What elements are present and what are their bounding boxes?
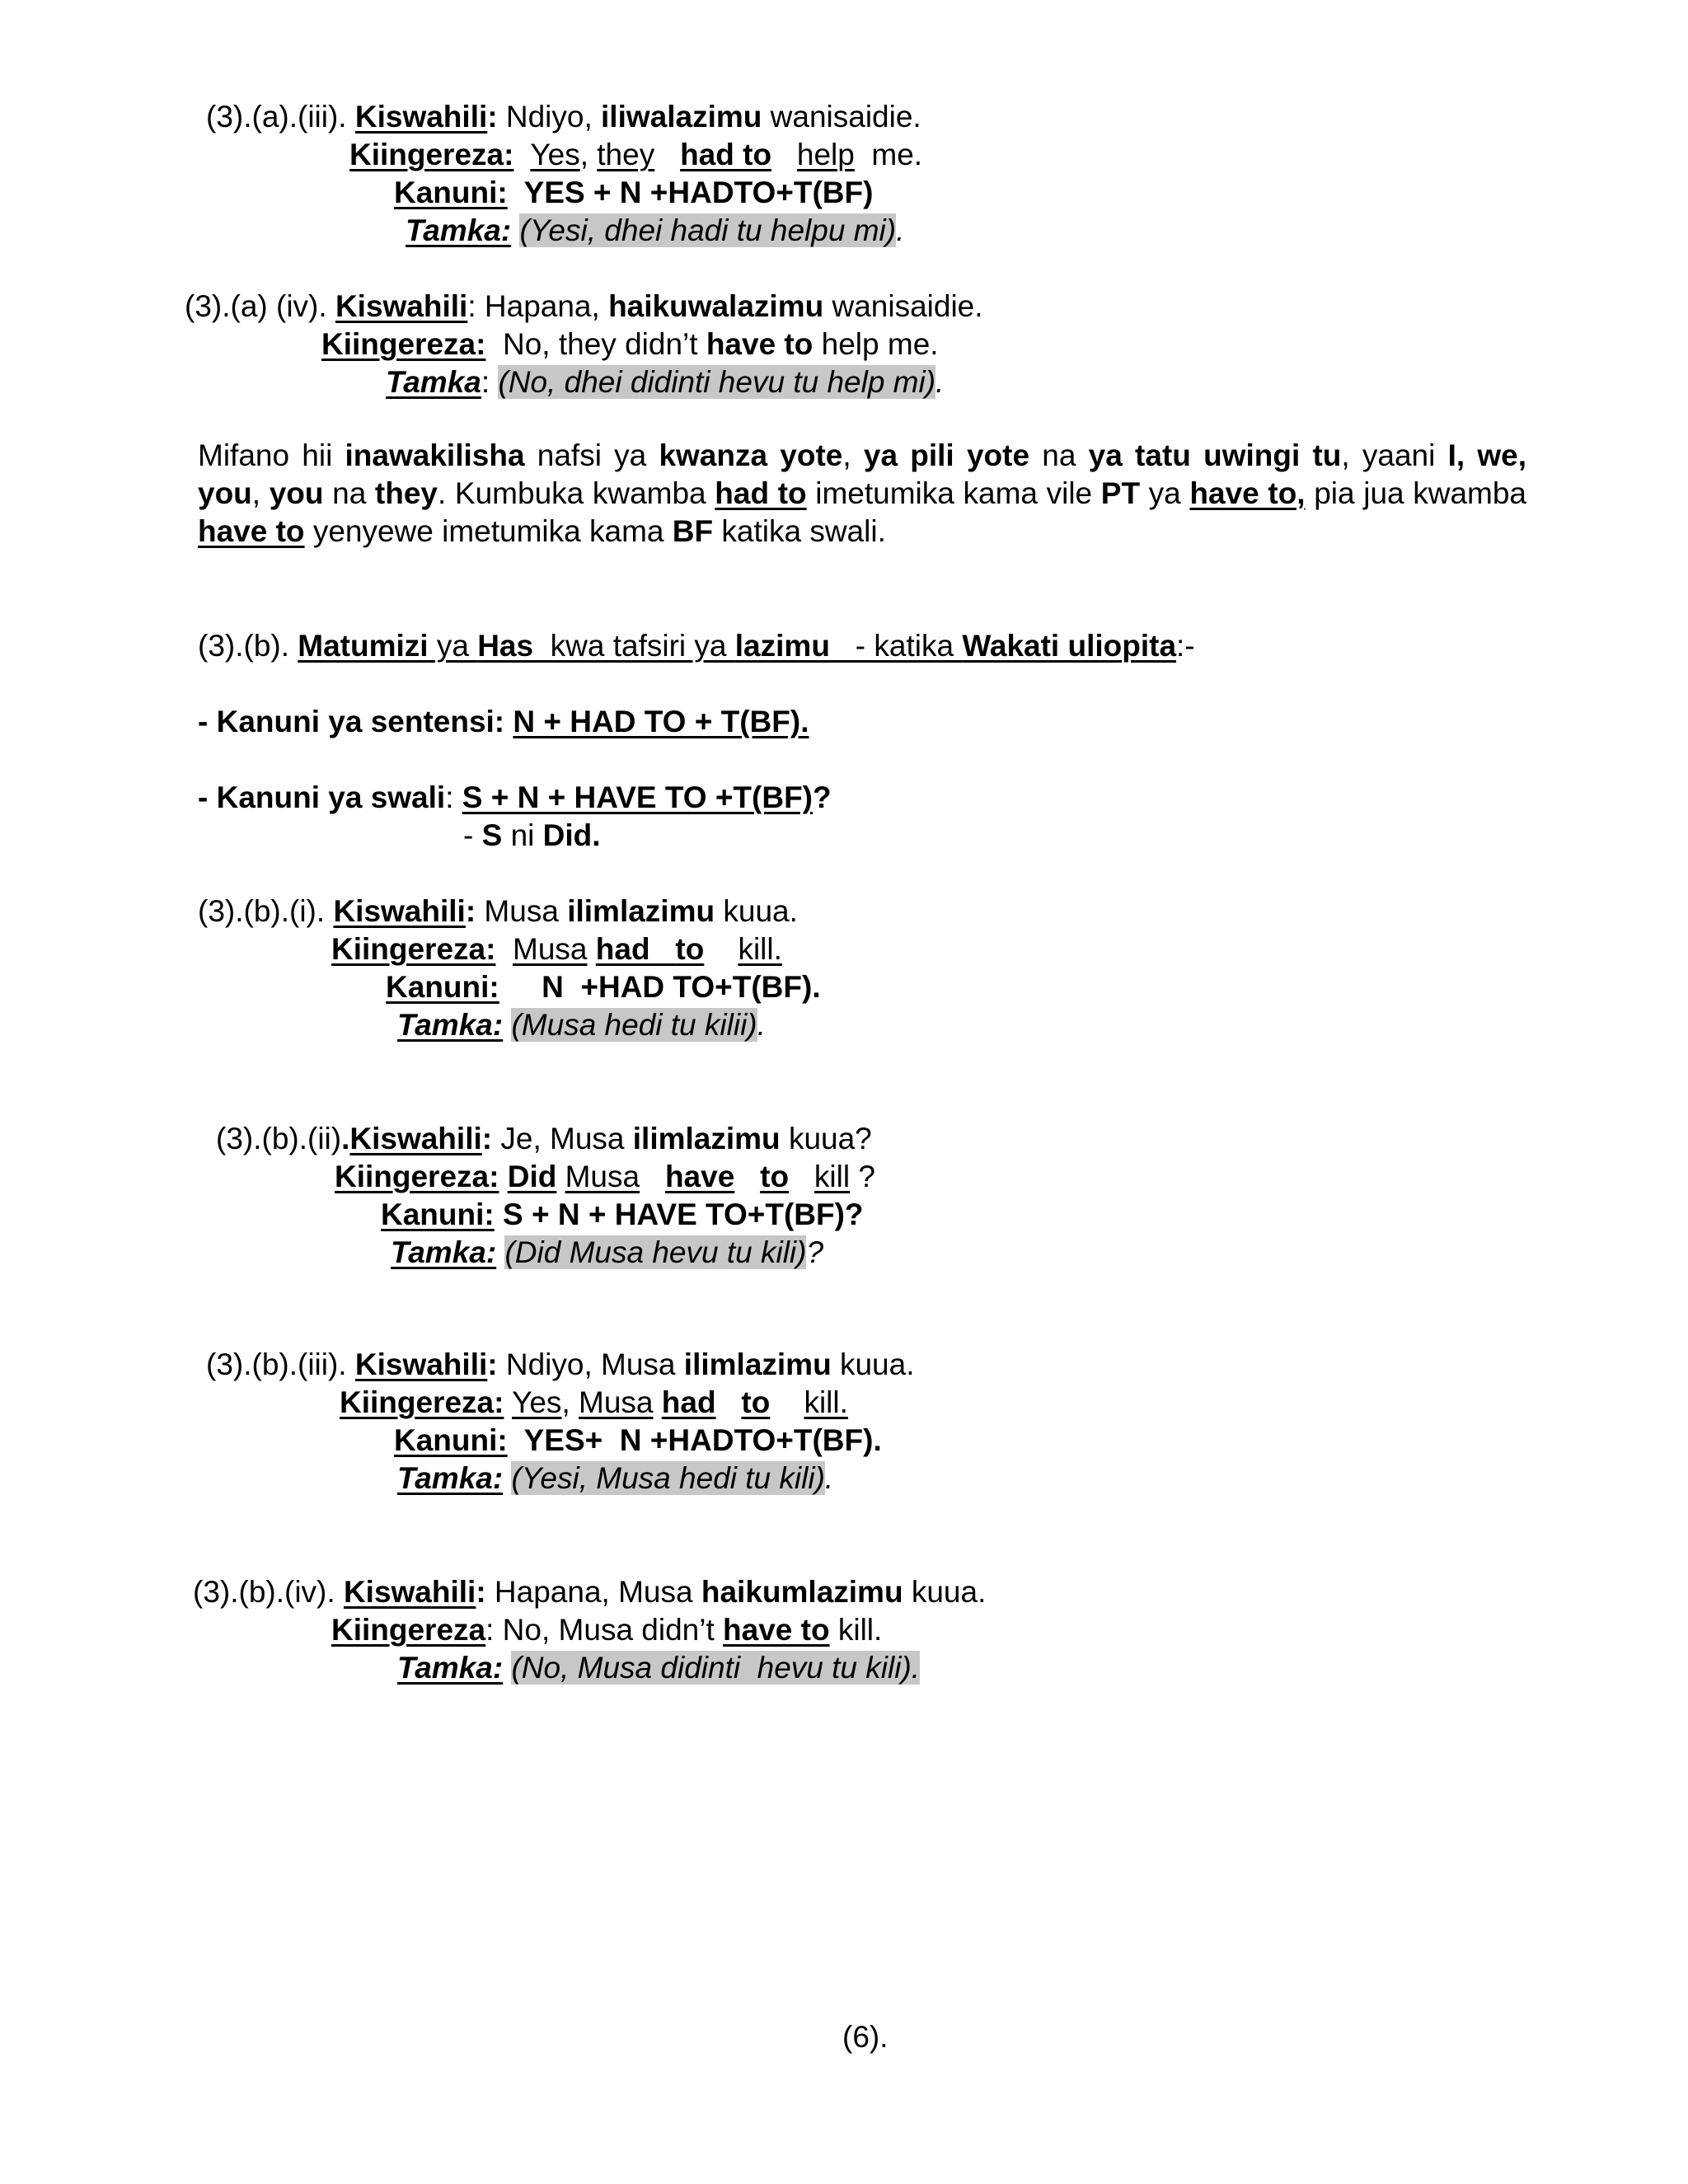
section-b-heading — [198, 628, 1195, 664]
kiswahili-label: Kiswahili — [333, 894, 466, 928]
heading-keyword: Has — [477, 629, 534, 663]
tamka-pronunciation: (No, Musa didinti hevu tu kili). — [511, 1651, 921, 1685]
kiswahili-text: Je, Musa — [492, 1122, 633, 1155]
heading-keyword: Matumizi — [298, 629, 429, 663]
tamka-label: Tamka — [386, 365, 481, 399]
kiingereza-label: Kiingereza: — [331, 932, 496, 966]
text: na — [1029, 438, 1089, 472]
text: , yaani — [1341, 438, 1448, 472]
kiswahili-text: Hapana, Musa — [485, 1575, 701, 1609]
example-a-iv-kiswahili: (3).(a) (iv). Kiswahili: Hapana, haikuwalazimu wanisaidie. — [185, 289, 983, 323]
keyword: have to, — [1189, 476, 1306, 510]
english-word: to — [741, 1385, 771, 1419]
kiingereza-label: Kiingereza: — [349, 138, 514, 171]
kiingereza-label: Kiingereza — [331, 1613, 486, 1647]
punct: . — [341, 1122, 350, 1155]
english-word: Musa — [565, 1160, 640, 1193]
rule-formula: N + HAD TO + T(BF). — [513, 705, 809, 738]
rule-question — [198, 780, 832, 816]
example-a-iii-kanuni — [394, 175, 873, 211]
kiswahili-keyword: haikumlazimu — [701, 1575, 903, 1609]
kiswahili-text: Ndiyo, Musa — [497, 1347, 684, 1381]
heading-text: - katika — [829, 629, 963, 663]
colon: : — [487, 100, 498, 134]
text: , — [251, 476, 270, 510]
kiingereza-label: Kiingereza: — [321, 327, 486, 361]
keyword: ya tatu uwingi tu — [1088, 438, 1342, 472]
heading-text: ya — [428, 629, 478, 663]
english-word: they — [597, 138, 655, 171]
punct: ? — [813, 780, 832, 814]
punct: ? — [850, 1160, 875, 1193]
english-word: me. — [854, 138, 923, 171]
text: nafsi ya — [524, 438, 659, 472]
kiswahili-label: Kiswahili — [354, 100, 488, 134]
english-word: kill — [814, 1160, 851, 1193]
kiswahili-keyword: haikuwalazimu — [608, 289, 824, 323]
example-number: (3).(a).(iii). — [206, 100, 355, 134]
english-modal: had to — [680, 138, 772, 171]
heading-keyword: Wakati uliopita — [962, 629, 1177, 663]
example-b-ii-kiswahili — [216, 1121, 872, 1157]
tamka-pronunciation: (Yesi, Musa hedi tu kili) — [511, 1461, 825, 1495]
kiswahili-text: kuua. — [903, 1575, 987, 1609]
rule-label: - Kanuni ya swali — [198, 780, 446, 814]
kiswahili-text: kuua? — [780, 1122, 872, 1155]
english-modal: have to — [723, 1613, 830, 1647]
kanuni-formula: N +HAD TO+T(BF). — [542, 970, 821, 1004]
kiswahili-keyword: ilimlazimu — [632, 1122, 781, 1155]
example-b-ii-kanuni — [381, 1197, 864, 1233]
punct: . — [896, 213, 905, 247]
kiswahili-text: kuua. — [831, 1347, 915, 1381]
keyword: I, we, you — [198, 438, 1527, 510]
text: - — [463, 818, 482, 852]
punct: . — [935, 365, 945, 399]
example-b-iii-tamka — [397, 1460, 833, 1497]
english-word: kill. — [804, 1385, 848, 1419]
example-a-iii-kiswahili — [206, 99, 921, 135]
punct: , — [579, 138, 598, 171]
keyword: have to — [198, 514, 305, 548]
example-number: (3).(b).(iii). — [206, 1347, 355, 1381]
kanuni-label: Kanuni: — [381, 1197, 495, 1231]
heading-text: :- — [1176, 629, 1195, 663]
kiswahili-label: Kiswahili — [354, 1347, 488, 1381]
english-word: help — [796, 138, 855, 171]
english-text: help me. — [813, 327, 939, 361]
punct: ? — [806, 1235, 824, 1269]
example-b-iii-kiswahili — [206, 1347, 914, 1383]
example-b-ii-kiingereza — [335, 1159, 875, 1195]
text: katika swali. — [713, 514, 886, 548]
kiswahili-keyword: iliwalazimu — [601, 100, 762, 134]
example-number: (3).(b).(iv). — [193, 1575, 344, 1609]
tamka-label: Tamka: — [397, 1008, 504, 1042]
text: imetumika kama vile — [806, 476, 1101, 510]
english-word: had — [595, 932, 650, 966]
text: ya — [1140, 476, 1190, 510]
example-b-i-kiingereza — [331, 931, 782, 968]
example-b-iv-kiingereza — [331, 1612, 882, 1648]
kiswahili-keyword: ilimlazimu — [683, 1347, 832, 1381]
kiswahili-label: Kiswahili — [349, 1122, 482, 1155]
example-b-iii-kanuni — [394, 1422, 882, 1459]
tamka-label: Tamka: — [397, 1651, 504, 1685]
kiswahili-text: Musa — [476, 894, 568, 928]
kanuni-label: Kanuni: — [394, 1423, 508, 1457]
tamka-pronunciation: (Musa hedi tu kilii) — [511, 1008, 757, 1042]
heading-keyword: lazimu — [734, 629, 830, 663]
tamka-pronunciation: (Yesi, dhei hadi tu helpu mi) — [519, 213, 897, 247]
example-a-iv-kiingereza — [321, 326, 939, 363]
text: pia jua kwamba — [1305, 476, 1527, 510]
example-b-i-kanuni — [386, 969, 821, 1005]
keyword: had to — [715, 476, 807, 510]
kanuni-formula: YES+ N +HADTO+T(BF). — [507, 1423, 882, 1457]
english-word: Did — [507, 1160, 557, 1193]
kanuni-formula: S + N + HAVE TO+T(BF)? — [494, 1197, 864, 1231]
rule-formula: S + N + HAVE TO +T(BF) — [462, 780, 813, 814]
text: na — [323, 476, 375, 510]
rule-note — [463, 818, 601, 854]
punct: : — [445, 780, 462, 814]
kanuni-label: Kanuni: — [386, 970, 499, 1004]
text: ni — [502, 818, 543, 852]
example-b-i-tamka — [397, 1007, 766, 1043]
punct: . — [824, 1461, 834, 1495]
tamka-label: Tamka: — [391, 1235, 497, 1269]
tamka-pronunciation: (No, dhei didinti hevu tu help mi) — [498, 365, 936, 399]
kiswahili-label: Kiswahili — [343, 1575, 476, 1609]
colon: : — [481, 1122, 493, 1155]
punct: , — [561, 1385, 579, 1419]
kiswahili-text: kuua. — [715, 894, 798, 928]
english-word: Yes — [512, 1385, 562, 1419]
english-word: to — [675, 932, 705, 966]
tamka-pronunciation: (Did Musa hevu tu kili) — [504, 1235, 807, 1269]
punct: . — [757, 1008, 766, 1042]
keyword: BF — [672, 514, 714, 548]
example-a-iv-tamka: Tamka: (No, dhei didinti hevu tu help mi). — [386, 365, 945, 399]
english-word: had — [661, 1385, 716, 1419]
keyword: S — [481, 818, 503, 852]
keyword: inawakilisha — [345, 438, 525, 472]
text: , — [842, 438, 864, 472]
example-number: (3).(b).(i). — [198, 894, 334, 928]
english-text: kill. — [829, 1613, 883, 1647]
heading-text: kwa tafsiri ya — [533, 629, 735, 663]
example-b-iv-kiswahili — [193, 1574, 986, 1610]
kiswahili-text: wanisaidie. — [762, 100, 921, 134]
colon: : — [487, 1347, 498, 1381]
text: . Kumbuka kwamba — [438, 476, 715, 510]
kanuni-label: Kanuni: — [394, 176, 508, 209]
kiswahili-text: wanisaidie. — [823, 289, 983, 323]
english-text: No, they didn’t — [485, 327, 706, 361]
english-word: kill. — [738, 932, 782, 966]
colon: : — [476, 1575, 486, 1609]
example-a-iii-kiingereza — [349, 137, 922, 173]
page-number: (6). — [842, 2020, 889, 2054]
text: Mifano hii — [198, 438, 345, 472]
tamka-label: Tamka: — [406, 213, 512, 247]
english-word: Musa — [513, 932, 588, 966]
example-a-iii-tamka — [406, 213, 904, 249]
english-word: Musa — [579, 1385, 654, 1419]
keyword: ya pili yote — [863, 438, 1030, 472]
rule-sentence — [198, 704, 809, 740]
kiswahili-text: Hapana, — [484, 289, 609, 323]
explanation-paragraph — [198, 437, 1526, 551]
english-word: to — [760, 1160, 790, 1193]
example-b-i-kiswahili — [198, 893, 798, 930]
text: yenyewe imetumika kama — [304, 514, 673, 548]
keyword: they — [374, 476, 438, 510]
example-b-ii-tamka — [391, 1235, 823, 1271]
example-number: (3).(a) (iv). — [185, 289, 335, 323]
kiswahili-keyword: ilimlazimu — [567, 894, 715, 928]
kiingereza-label: Kiingereza: — [335, 1160, 499, 1193]
keyword: Did. — [542, 818, 601, 852]
example-b-iv-tamka — [397, 1650, 920, 1686]
example-number: (3).(b).(ii) — [216, 1122, 342, 1155]
kanuni-formula: YES + N +HADTO+T(BF) — [507, 176, 874, 209]
section-number: (3).(b). — [198, 629, 298, 663]
english-modal: have to — [706, 327, 814, 361]
keyword: kwanza yote — [659, 438, 843, 472]
colon: : — [465, 894, 476, 928]
english-word: Yes — [530, 138, 580, 171]
kiingereza-label: Kiingereza: — [340, 1385, 504, 1419]
english-text: : No, Musa didn’t — [485, 1613, 724, 1647]
kiswahili-label: Kiswahili — [335, 289, 468, 323]
keyword: you — [269, 476, 324, 510]
keyword: PT — [1100, 476, 1141, 510]
example-b-iii-kiingereza — [340, 1385, 848, 1421]
kiswahili-text: Ndiyo, — [505, 100, 602, 134]
tamka-label: Tamka: — [397, 1461, 504, 1495]
rule-label: - Kanuni ya sentensi: — [198, 705, 513, 738]
english-word: have — [664, 1160, 735, 1193]
